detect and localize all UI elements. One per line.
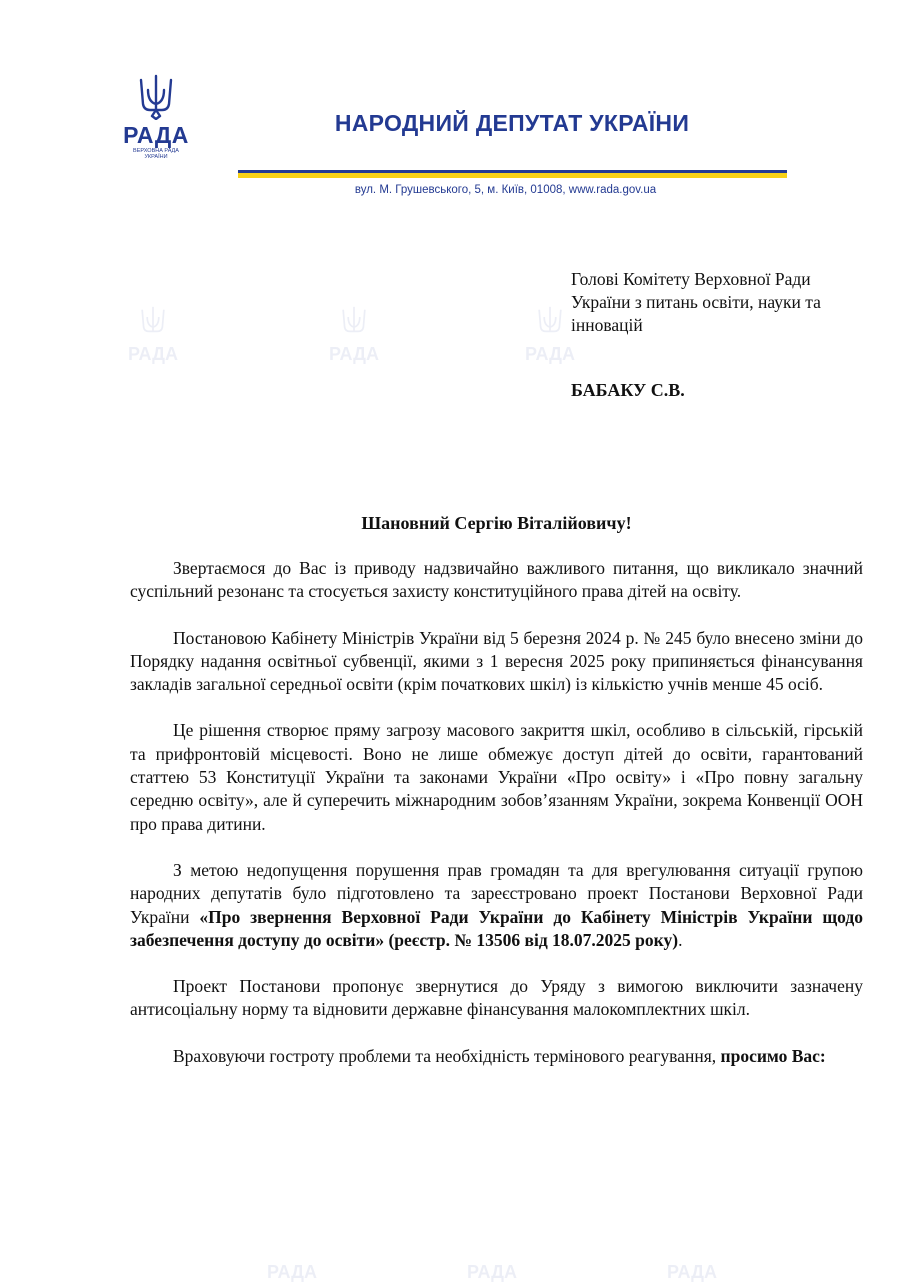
logo-subtitle-line2: УКРАЇНИ [144, 154, 168, 160]
paragraph-5: Проект Постанови пропонує звернутися до Уряду з вимогою виключити зазначену антисоціальну норму та відновити державне фінансування малокомплектних шкіл. [130, 976, 863, 1020]
logo-word: РАДА [123, 122, 189, 148]
trident-icon [138, 74, 174, 120]
paragraph-4-end: . [678, 929, 683, 950]
paragraph-3: Це рішення створює пряму загрозу масового закриття шкіл, особливо в сільській, гірській та прифронтовій місцевості. Воно не лише обмежує доступ дітей до освіти, гарантований статтею 53 Конституції України та законами України «Про освіту» і «Про повну загальну середню освіту», але й суперечить міжнародним зобов’язанням України, зокрема Конвенції ООН про права дитини. [130, 720, 863, 834]
trident-icon [537, 305, 563, 339]
watermark-word: РАДА [267, 1262, 317, 1282]
request-phrase: просимо Вас: [720, 1045, 826, 1066]
paragraph-6-intro: Враховуючи гостроту проблеми та необхідність термінового реагування, [173, 1045, 721, 1066]
watermark-word: РАДА [525, 344, 575, 364]
watermark-word: РАДА [329, 344, 379, 364]
watermark-word: РАДА [467, 1262, 517, 1282]
recipient-position: Голові Комітету Верховної Ради України з питань освіти, науки та інновацій [571, 269, 821, 335]
watermark-logo [324, 305, 384, 365]
logo-subtitle-line1: ВЕРХОВНА РАДА [133, 148, 179, 154]
paragraph-2: Постановою Кабінету Міністрів України від 5 березня 2024 р. № 245 було внесено зміни до Порядку надання освітньої субвенції, якими з 1 вересня 2025 року припиняється фінансування закладів загальної середньої освіти (крім початкових шкіл) із кількістю учнів менше 45 осіб. [130, 627, 863, 695]
paragraph-4-intro: З метою недопущення порушення прав громадян та для врегулювання ситуації групою народних депутатів було підготовлено та зареєстровано проект Постанови Верховної Ради України [130, 859, 863, 927]
salutation: Шановний Сергію Віталійовичу! [361, 513, 632, 533]
rada-logo [118, 74, 194, 160]
paragraph-4 [130, 859, 863, 952]
letter-body [130, 557, 863, 1091]
letterhead-address: вул. М. Грушевського, 5, м. Київ, 01008, www.rada.gov.ua [354, 184, 657, 196]
flag-stripe-yellow [238, 173, 787, 178]
paragraph-6 [130, 1045, 863, 1068]
resolution-title: «Про звернення Верховної Ради України до Кабінету Міністрів України щодо забезпечення доступу до освіти» (реєстр. № 13506 від 18.07.2025 року) [130, 906, 863, 950]
watermark-logo [123, 305, 183, 365]
paragraph-1: Звертаємося до Вас із приводу надзвичайно важливого питання, що викликало значний суспільний резонанс та стосується захисту конституційного права дітей на освіту. [130, 558, 863, 602]
watermark-word: РАДА [667, 1262, 717, 1282]
trident-icon [140, 305, 166, 339]
recipient-name: БАБАКУ С.В. [571, 380, 685, 400]
trident-icon [341, 305, 367, 339]
letterhead-title: НАРОДНИЙ ДЕПУТАТ УКРАЇНИ [334, 110, 690, 136]
watermark-word: РАДА [128, 344, 178, 364]
